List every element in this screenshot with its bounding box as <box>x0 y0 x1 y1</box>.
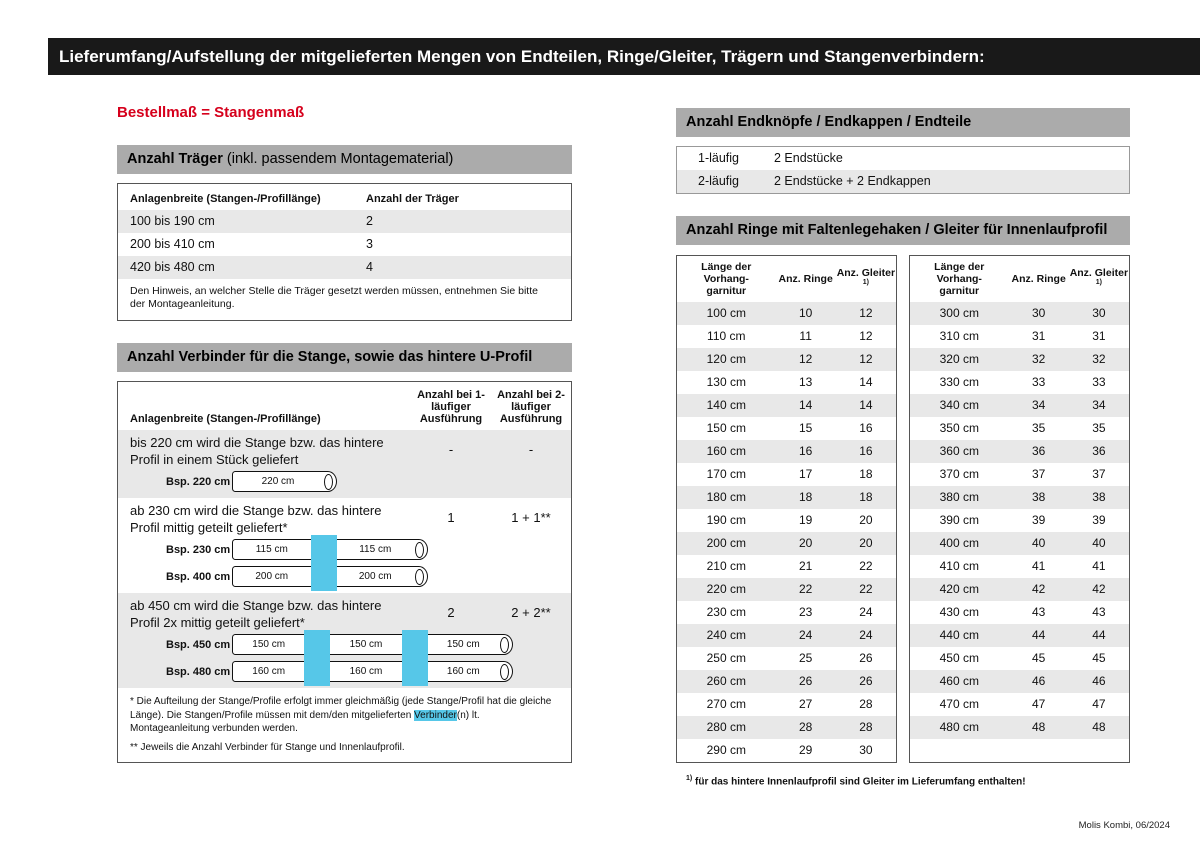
garnitur-length: 410 cm <box>939 559 979 573</box>
garnitur-length: 210 cm <box>706 559 746 573</box>
ringe-footnote <box>676 775 1130 787</box>
garnitur-length: 180 cm <box>706 490 746 504</box>
table-row <box>677 417 896 440</box>
ringe-count: 16 <box>798 444 813 458</box>
garnitur-length: 420 cm <box>939 582 979 596</box>
gleiter-count: 43 <box>1092 605 1106 619</box>
table-row <box>677 670 896 693</box>
page-title: Lieferumfang/Aufstellung der mitgelieferten Mengen von Endteilen, Ringe/Gleiter, Trägern und Stangenverbindern: <box>59 47 985 66</box>
garnitur-length: 280 cm <box>706 720 746 734</box>
ringe-count: 42 <box>1031 582 1046 596</box>
endteile-table <box>676 146 1130 194</box>
garnitur-length: 390 cm <box>939 513 979 527</box>
col-header-count: Anzahl der Träger <box>366 193 459 205</box>
garnitur-length: 270 cm <box>706 697 746 711</box>
table-row <box>677 647 896 670</box>
verbinder-footnotes <box>118 688 571 762</box>
traeger-count: 3 <box>366 237 373 251</box>
garnitur-length: 100 cm <box>706 306 746 320</box>
gleiter-count: 46 <box>1092 674 1106 688</box>
table-row <box>677 440 896 463</box>
ringe-count: 22 <box>798 582 813 596</box>
ringe-count: 18 <box>798 490 813 504</box>
gleiter-count: 16 <box>859 421 873 435</box>
footnote-doublestar: ** Jeweils die Anzahl Verbinder für Stange und Innenlaufprofil. <box>130 741 405 753</box>
garnitur-length: 300 cm <box>939 306 979 320</box>
traeger-title-bold: Anzahl Träger <box>127 151 223 167</box>
verbinder-section-ab-230 <box>118 498 571 593</box>
footnote-text: (n) lt. Montageanleitung verbunden werden. <box>130 709 480 734</box>
table-row <box>677 325 896 348</box>
col-header-two-run: Anzahl bei 2-läufiger Ausführung <box>497 389 565 425</box>
ringe-count: 10 <box>798 306 813 320</box>
rod-diagram-450 <box>232 634 513 655</box>
rod-segment: 115 cm <box>359 544 392 555</box>
table-row <box>910 463 1129 486</box>
gleiter-count: 22 <box>859 559 873 573</box>
gleiter-count: 36 <box>1092 444 1106 458</box>
gleiter-count: 26 <box>859 651 873 665</box>
table-row <box>677 693 896 716</box>
rod-segment: 160 cm <box>252 666 286 677</box>
table-row <box>118 233 571 256</box>
table-row <box>910 693 1129 716</box>
table-row <box>677 394 896 417</box>
table-row <box>118 256 571 279</box>
gleiter-count: 24 <box>859 605 873 619</box>
document-footer: Molis Kombi, 06/2024 <box>1078 820 1170 831</box>
run-type: 2-läufig <box>698 174 739 188</box>
ring-table-header <box>677 256 896 302</box>
example-row <box>118 468 571 495</box>
example-row <box>118 536 571 563</box>
connector-icon <box>402 657 428 686</box>
width-range: 100 bis 190 cm <box>130 214 215 228</box>
count-two-run: 2 + 2** <box>511 605 551 620</box>
ringe-count: 40 <box>1031 536 1046 550</box>
gleiter-count: 28 <box>859 720 873 734</box>
traeger-table-header <box>118 184 571 210</box>
gleiter-count: 20 <box>859 536 873 550</box>
example-row <box>118 631 571 658</box>
col-header-gleiter: Anz. Gleiter $^{1)}$ <box>836 266 896 286</box>
rod-end-cap-icon <box>415 542 424 558</box>
ringe-count: 23 <box>798 605 813 619</box>
example-label: Bsp. 450 cm <box>166 638 231 651</box>
traeger-section-header <box>117 145 572 174</box>
table-row <box>910 716 1129 739</box>
ringe-count: 33 <box>1031 375 1046 389</box>
count-two-run: - <box>528 442 534 457</box>
garnitur-length: 110 cm <box>707 329 746 343</box>
verbinder-section-header <box>117 343 572 372</box>
table-row <box>677 555 896 578</box>
table-row <box>118 210 571 233</box>
table-row <box>677 170 1129 193</box>
ringe-count: 39 <box>1031 513 1046 527</box>
table-row <box>910 670 1129 693</box>
ring-table-header <box>910 256 1129 302</box>
garnitur-length: 250 cm <box>706 651 746 665</box>
ringe-count: 45 <box>1031 651 1046 665</box>
table-row <box>677 624 896 647</box>
rod-segment: 150 cm <box>446 639 480 650</box>
gleiter-count: 44 <box>1092 628 1106 642</box>
garnitur-length: 160 cm <box>706 444 746 458</box>
table-row <box>677 463 896 486</box>
ringe-count: 35 <box>1031 421 1046 435</box>
endteile-section-header <box>676 108 1130 137</box>
col-header-ringe: Anz. Ringe <box>1011 273 1066 285</box>
garnitur-length: 310 cm <box>939 329 979 343</box>
count-one-run: - <box>448 442 454 457</box>
rod-segment: 150 cm <box>349 639 383 650</box>
ringe-count: 34 <box>1031 398 1046 412</box>
measure-note: Bestellmaß = Stangenmaß <box>117 104 305 121</box>
rod-segment: 150 cm <box>252 639 286 650</box>
ringe-count: 46 <box>1031 674 1046 688</box>
footnote-text: * Die Aufteilung der Stange/Profile erfolgt immer gleichmäßig (jede Stange/Profil hat die gleiche Länge). Die Stangen/Profile müssen mit dem/den mitgelieferten <box>130 696 552 721</box>
ringe-count: 32 <box>1031 352 1046 366</box>
rod-segment: 115 cm <box>255 544 288 555</box>
rod-segment: 160 cm <box>446 666 480 677</box>
traeger-count: 2 <box>366 214 373 228</box>
garnitur-length: 480 cm <box>939 720 979 734</box>
ringe-count: 44 <box>1031 628 1046 642</box>
rod-end-cap-icon <box>500 637 509 653</box>
table-row <box>910 532 1129 555</box>
gleiter-count: 40 <box>1092 536 1106 550</box>
ringe-count: 47 <box>1031 697 1046 711</box>
garnitur-length: 320 cm <box>939 352 979 366</box>
rod-end-cap-icon <box>415 569 424 585</box>
garnitur-length: 200 cm <box>706 536 746 550</box>
verbinder-title: Anzahl Verbinder für die Stange, sowie das hintere U-Profil <box>127 349 533 365</box>
rod-end-cap-icon <box>324 474 333 490</box>
gleiter-count: 24 <box>859 628 873 642</box>
ringe-count: 36 <box>1031 444 1046 458</box>
ringe-count: 27 <box>798 697 813 711</box>
traeger-rows <box>118 210 571 279</box>
table-row <box>677 716 896 739</box>
col-header-width: Anlagenbreite (Stangen-/Profillänge) <box>130 193 321 205</box>
table-row <box>910 647 1129 670</box>
garnitur-length: 220 cm <box>706 582 746 596</box>
ringe-count: 41 <box>1031 559 1046 573</box>
garnitur-length: 260 cm <box>706 674 746 688</box>
ringe-count: 11 <box>799 329 812 343</box>
gleiter-count: 41 <box>1092 559 1106 573</box>
garnitur-length: 240 cm <box>706 628 746 642</box>
gleiter-count: 32 <box>1092 352 1106 366</box>
garnitur-length: 460 cm <box>939 674 979 688</box>
gleiter-count: 26 <box>859 674 873 688</box>
table-row <box>910 624 1129 647</box>
rod-diagram-220 <box>232 471 337 492</box>
ringe-count: 31 <box>1031 329 1046 343</box>
garnitur-length: 430 cm <box>939 605 979 619</box>
run-type: 1-läufig <box>698 151 739 165</box>
left-column <box>117 104 572 763</box>
table-row <box>910 555 1129 578</box>
gleiter-count: 47 <box>1092 697 1106 711</box>
traeger-table <box>117 183 572 321</box>
rod-end-cap-icon <box>500 664 509 680</box>
gleiter-count: 16 <box>859 444 873 458</box>
garnitur-length: 330 cm <box>939 375 979 389</box>
connector-icon <box>402 630 428 659</box>
table-row <box>910 371 1129 394</box>
gleiter-count: 20 <box>859 513 873 527</box>
gleiter-count: 12 <box>859 306 873 320</box>
col-header-width: Anlagenbreite (Stangen-/Profillänge) <box>130 413 321 425</box>
table-row <box>910 578 1129 601</box>
table-row <box>910 348 1129 371</box>
ringe-count: 29 <box>798 743 813 757</box>
ringe-count: 25 <box>798 651 813 665</box>
footnote-ref: 1) <box>1095 278 1102 286</box>
col-header-length: Länge der Vorhang-garnitur <box>934 261 985 297</box>
gleiter-count: 22 <box>859 582 873 596</box>
table-row <box>677 601 896 624</box>
rod-segment: 220 cm <box>261 476 295 487</box>
col-header-gleiter: Anz. Gleiter $^{1)}$ <box>1069 266 1129 286</box>
verbinder-table <box>117 381 572 763</box>
width-range: 200 bis 410 cm <box>130 237 215 251</box>
ringe-count: 19 <box>798 513 813 527</box>
section-text: ab 450 cm wird die Stange bzw. das hintere Profil 2x mittig geteilt geliefert* <box>130 598 382 630</box>
col-header-length: Länge der Vorhang-garnitur <box>701 261 752 297</box>
example-row <box>118 658 571 685</box>
example-row <box>118 563 571 590</box>
table-row <box>910 440 1129 463</box>
gleiter-count: 12 <box>859 352 873 366</box>
footnote-star <box>130 695 559 736</box>
gleiter-count: 31 <box>1092 329 1106 343</box>
garnitur-length: 340 cm <box>939 398 979 412</box>
gleiter-count: 38 <box>1092 490 1106 504</box>
ringe-count: 48 <box>1031 720 1046 734</box>
section-text: bis 220 cm wird die Stange bzw. das hintere Profil in einem Stück geliefert <box>130 435 384 467</box>
col-header-one-run: Anzahl bei 1-läufiger Ausführung <box>417 389 485 425</box>
endteile-title: Anzahl Endknöpfe / Endkappen / Endteile <box>686 114 972 130</box>
gleiter-count: 33 <box>1092 375 1106 389</box>
ring-table-a <box>676 255 897 763</box>
section-text-row <box>118 597 571 631</box>
ringe-count: 14 <box>798 398 813 412</box>
gleiter-count: 37 <box>1092 467 1106 481</box>
section-text-row <box>118 502 571 536</box>
rod-segment: 160 cm <box>349 666 383 677</box>
ringe-count: 37 <box>1031 467 1046 481</box>
table-row <box>910 417 1129 440</box>
ring-table-b <box>909 255 1130 763</box>
section-text: ab 230 cm wird die Stange bzw. das hintere Profil mittig geteilt geliefert* <box>130 503 382 535</box>
gleiter-count: 42 <box>1092 582 1106 596</box>
garnitur-length: 400 cm <box>939 536 979 550</box>
section-text-row <box>118 434 571 468</box>
gleiter-count: 30 <box>859 743 873 757</box>
ringe-count: 21 <box>798 559 813 573</box>
connector-icon <box>304 630 330 659</box>
verbinder-section-ab-450 <box>118 593 571 688</box>
ring-tables <box>676 255 1130 763</box>
garnitur-length: 360 cm <box>939 444 979 458</box>
rod-diagram-230 <box>232 539 428 560</box>
traeger-count: 4 <box>366 260 373 274</box>
garnitur-length: 440 cm <box>939 628 979 642</box>
table-row <box>677 739 896 762</box>
table-row <box>677 371 896 394</box>
ringe-count: 30 <box>1031 306 1046 320</box>
ringe-title: Anzahl Ringe mit Faltenlegehaken / Gleiter für Innenlaufprofil <box>686 222 1108 238</box>
table-row <box>910 394 1129 417</box>
verbinder-section-bis-220 <box>118 430 571 498</box>
ringe-section-header <box>676 216 1130 245</box>
table-row <box>910 486 1129 509</box>
example-label: Bsp. 230 cm <box>166 543 231 556</box>
table-row <box>677 302 896 325</box>
ringe-count: 12 <box>798 352 813 366</box>
rod-segment: 200 cm <box>358 571 392 582</box>
footnote-ref: 1) <box>686 775 693 782</box>
ringe-count: 43 <box>1031 605 1046 619</box>
ringe-count: 24 <box>798 628 813 642</box>
gleiter-count: 14 <box>859 375 873 389</box>
garnitur-length: 140 cm <box>706 398 746 412</box>
ringe-count: 28 <box>798 720 813 734</box>
ringe-count: 13 <box>798 375 813 389</box>
footnote-highlight: Verbinder <box>414 709 457 721</box>
table-row <box>910 509 1129 532</box>
table-row <box>677 486 896 509</box>
garnitur-length: 470 cm <box>939 697 979 711</box>
footnote-ref: 1) <box>862 278 869 286</box>
gleiter-count: 30 <box>1092 306 1106 320</box>
gleiter-count: 18 <box>859 467 873 481</box>
count-one-run: 2 <box>447 605 455 620</box>
table-row <box>677 532 896 555</box>
ringe-count: 26 <box>798 674 813 688</box>
gleiter-count: 48 <box>1092 720 1106 734</box>
col-header-ringe: Anz. Ringe <box>778 273 833 285</box>
garnitur-length: 170 cm <box>706 467 746 481</box>
garnitur-length: 370 cm <box>939 467 979 481</box>
garnitur-length: 450 cm <box>939 651 979 665</box>
connector-icon <box>311 562 337 591</box>
garnitur-length: 150 cm <box>706 421 746 435</box>
table-row <box>677 348 896 371</box>
ring-rows-a <box>677 302 896 762</box>
footnote-text: für das hintere Innenlaufprofil sind Gleiter im Lieferumfang enthalten! <box>692 776 1026 788</box>
rod-diagram-400 <box>232 566 428 587</box>
table-row <box>677 578 896 601</box>
gleiter-count: 12 <box>859 329 873 343</box>
ringe-count: 15 <box>798 421 813 435</box>
connector-icon <box>304 657 330 686</box>
gleiter-count: 18 <box>859 490 873 504</box>
garnitur-length: 290 cm <box>706 743 746 757</box>
gleiter-count: 35 <box>1092 421 1106 435</box>
right-column <box>676 108 1130 787</box>
example-label: Bsp. 480 cm <box>166 665 231 678</box>
gleiter-count: 28 <box>859 697 873 711</box>
table-row <box>910 302 1129 325</box>
rod-segment: 200 cm <box>255 571 289 582</box>
table-row <box>910 325 1129 348</box>
garnitur-length: 230 cm <box>706 605 746 619</box>
garnitur-length: 190 cm <box>706 513 746 527</box>
garnitur-length: 350 cm <box>939 421 979 435</box>
ringe-count: 38 <box>1031 490 1046 504</box>
end-parts: 2 Endstücke <box>774 151 843 165</box>
verbinder-table-header <box>118 382 571 430</box>
garnitur-length: 120 cm <box>706 352 746 366</box>
ringe-count: 20 <box>798 536 813 550</box>
garnitur-length: 380 cm <box>939 490 979 504</box>
gleiter-count: 45 <box>1092 651 1106 665</box>
traeger-note: Den Hinweis, an welcher Stelle die Träger gesetzt werden müssen, entnehmen Sie bitte der Montageanleitung. <box>130 285 538 310</box>
example-label: Bsp. 400 cm <box>166 570 231 583</box>
end-parts: 2 Endstücke + 2 Endkappen <box>774 174 931 188</box>
count-two-run: 1 + 1** <box>511 510 551 525</box>
count-one-run: 1 <box>447 510 455 525</box>
table-row <box>677 509 896 532</box>
width-range: 420 bis 480 cm <box>130 260 215 274</box>
ring-rows-b <box>910 302 1129 739</box>
table-row <box>677 147 1129 170</box>
example-label: Bsp. 220 cm <box>166 475 231 488</box>
page-title-bar <box>48 38 1200 75</box>
connector-icon <box>311 535 337 564</box>
garnitur-length: 130 cm <box>706 375 746 389</box>
traeger-title-normal: (inkl. passendem Montagematerial) <box>222 151 454 167</box>
table-row <box>910 601 1129 624</box>
gleiter-count: 34 <box>1092 398 1106 412</box>
gleiter-count: 39 <box>1092 513 1106 527</box>
rod-diagram-480 <box>232 661 513 682</box>
gleiter-count: 14 <box>859 398 873 412</box>
ringe-count: 17 <box>798 467 813 481</box>
